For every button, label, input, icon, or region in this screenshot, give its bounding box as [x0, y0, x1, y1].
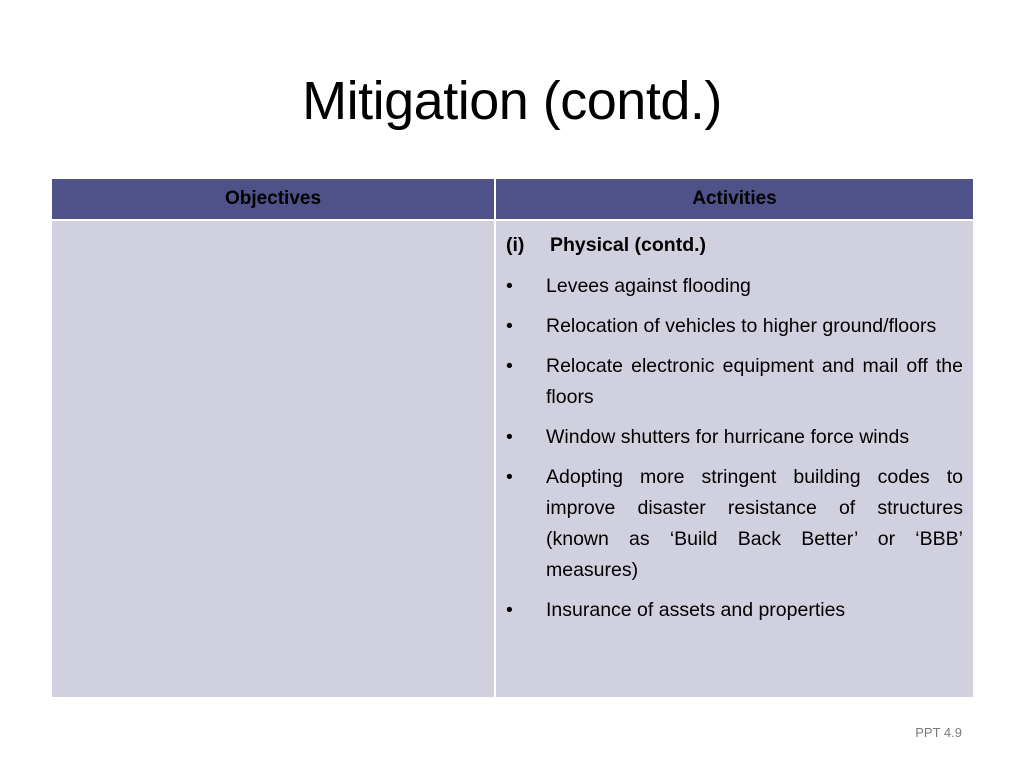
table-row	[52, 220, 973, 697]
bullet-icon: •	[506, 599, 513, 621]
list-item-text: Adopting more stringent building codes to improve disaster resistance of structures (known as ‘Build Back Better’ or ‘BBB’ measures)	[546, 466, 963, 581]
subheading-number: (i)	[506, 234, 525, 256]
list-item	[506, 311, 963, 342]
bullet-icon: •	[506, 315, 513, 337]
list-item-text: Insurance of assets and properties	[546, 599, 846, 621]
list-item-text: Relocate electronic equipment and mail off the floors	[546, 355, 963, 408]
slide-title: Mitigation (contd.)	[302, 71, 722, 131]
list-item	[506, 595, 963, 626]
table-header-row	[52, 179, 973, 220]
header-objectives: Objectives	[52, 179, 495, 220]
bullet-icon: •	[506, 426, 513, 448]
list-item-text: Relocation of vehicles to higher ground/floors	[546, 315, 937, 337]
activities-subheading	[506, 230, 963, 261]
list-item	[506, 351, 963, 413]
list-item	[506, 462, 963, 586]
activities-list	[506, 271, 963, 626]
subheading-text: Physical (contd.)	[550, 234, 707, 256]
activities-cell	[495, 220, 973, 697]
bullet-icon: •	[506, 355, 513, 377]
mitigation-table	[52, 179, 973, 697]
objectives-cell	[52, 220, 495, 697]
list-item	[506, 271, 963, 302]
list-item	[506, 422, 963, 453]
list-item-text: Window shutters for hurricane force winds	[546, 426, 910, 448]
list-item-text: Levees against flooding	[546, 275, 751, 297]
slide-number: PPT 4.9	[915, 725, 962, 740]
header-activities: Activities	[495, 179, 973, 220]
bullet-icon: •	[506, 466, 513, 488]
bullet-icon: •	[506, 275, 513, 297]
